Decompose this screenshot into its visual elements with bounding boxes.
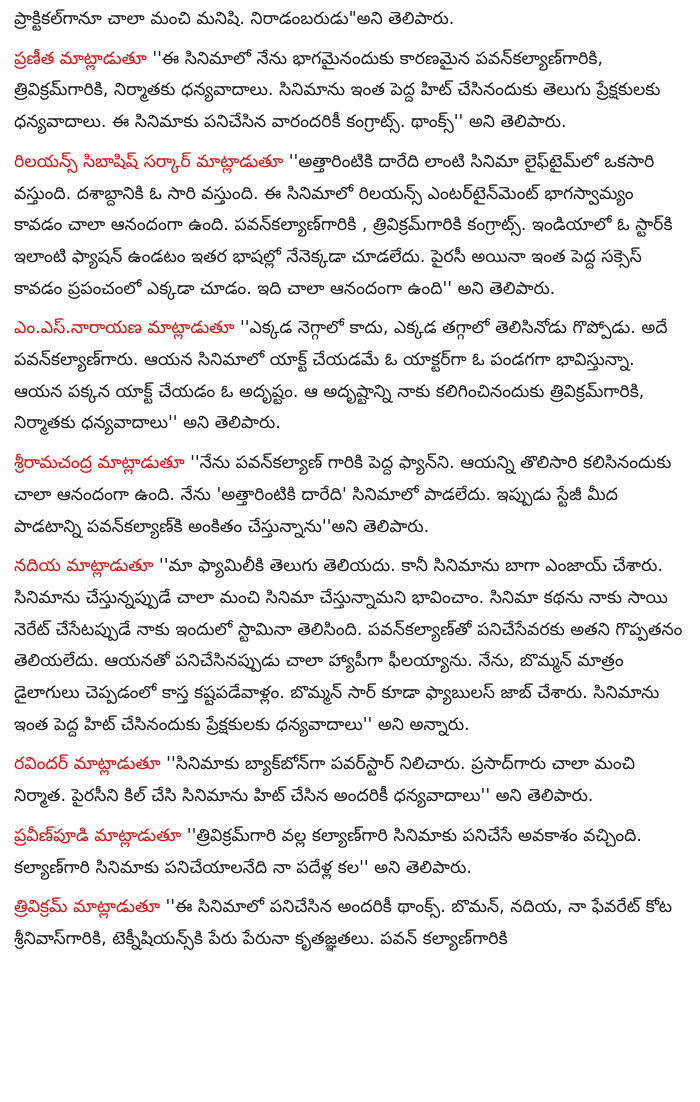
quote-paragraph-ravinder bbox=[14, 749, 686, 812]
quote-text: ''మా ఫ్యామిలీకి తెలుగు తెలియదు. కానీ సినిమాను బాగా ఎంజాయ్ చేశారు. సినిమాను చేస్తున్నప్పుడే చాలా మంచి సినిమా చేస్తున్నామని భావించాం. సినిమా కథను నాకు సాయి నెరేట్ చేసేటప్పుడే నాకు ఇందులో స్టామినా తెలిసింది. పవన్‌కల్యాణ్‌తో పనిచేసేవరకు అతని గొప్పతనం తెలియలేదు. ఆయనతో పనిచేసినప్పుడు చాలా హ్యాపీగా ఫీలయ్యాను. నేను, బొమ్మన్ మాత్రం డైలాగులు చెప్పడంలో కాస్త కష్టపడేవాళ్లం. బొమ్మన్ సార్ కూడా ఫ్యాబులస్ జాబ్ చేశారు. సినిమాను ఇంత పెద్ద హిట్ చేసినందుకు ప్రేక్షకులకు ధన్యవాదాలు'' అని అన్నారు. bbox=[14, 556, 683, 735]
quote-text: ''త్రివిక్రమ్‌గారి వల్ల కల్యాణ్‌గారి సినిమాకు పనిచేసే అవకాశం వచ్చింది. కల్యాణ్‌గారి సినిమాకు పనిచేయాలనేది నా పదేళ్ల కల'' అని తెలిపారు. bbox=[14, 825, 642, 878]
speaker-name: ప్రణీత మాట్లాడుతూ bbox=[14, 48, 147, 69]
quote-paragraph-praveen-pudi bbox=[14, 821, 686, 884]
quote-text: ''ఈ సినిమాలో పనిచేసిన అందరికీ థాంక్స్. బొమన్, నదియ, నా ఫేవరేట్ కోట శ్రీనివాస్‌గారికి, టెక్నీషియన్స్‌కి పేరు పేరునా కృతజ్ఞతలు. పవన్ కల్యాణ్‌గారికి bbox=[14, 897, 673, 949]
quote-text: ''ఎక్కడ నెగ్గాలో కాదు, ఎక్కడ తగ్గాలో తెలిసినోడు గొప్పోడు. అదే పవన్‌కల్యాణ్‌గారు. ఆయన సినిమాలో యాక్ట్ చేయడమే ఓ యాక్టర్‌గా ఓ పండగగా భావిస్తున్నా. ఆయన పక్కన యాక్ట్ చేయడం ఓ అదృష్టం. ఆ అదృష్టాన్ని నాకు కలిగించినందుకు త్రివిక్రమ్‌గారికి, నిర్మాతకు ధన్యవాదాలు'' అని తెలిపారు. bbox=[14, 318, 668, 434]
quote-paragraph-sreerama-chandra bbox=[14, 448, 686, 543]
intro-text: ప్రాక్టికల్‌గానూ చాలా మంచి మనిషి. నిరాడంబరుడు"అని తెలిపారు. bbox=[14, 9, 455, 29]
speaker-name: ఎం.ఎస్.నారాయణ మాట్లాడుతూ bbox=[14, 318, 235, 339]
quote-paragraph-praneetha bbox=[14, 44, 686, 139]
quote-paragraph-reliance bbox=[14, 147, 686, 306]
speaker-name: త్రివిక్రమ్ మాట్లాడుతూ bbox=[14, 897, 160, 918]
quote-text: ''ఈ సినిమాలో నేను భాగమైనందుకు కారణమైన పవన్‌కల్యాణ్‌గారికి, త్రివిక్రమ్‌గారికి, నిర్మాతకు ధన్యవాదాలు. సినిమాను ఇంత పెద్ద హిట్ చేసినందుకు తెలుగు ప్రేక్షకులకు ధన్యవాదాలు. ఈ సినిమాకు పనిచేసిన వారందరికీ కంగ్రాట్స్. థాంక్స్'' అని తెలిపారు. bbox=[14, 48, 661, 133]
speaker-name: రవిందర్ మాట్లాడుతూ bbox=[14, 754, 161, 775]
quote-text: ''నేను పవన్‌కల్యాణ్ గారికి పెద్ద ఫ్యాన్‌ని. ఆయన్ని తొలిసారి కలిసినందుకు చాలా ఆనందంగా ఉంది. నేను 'అత్తారింటికి దారేది' సినిమాలో పాడలేదు. ఇప్పుడు స్టేజీ మీద పాడటాన్ని పవన్‌కల్యాణ్‌కి అంకితం చేస్తున్నాను''అని తెలిపారు. bbox=[14, 453, 672, 537]
speaker-name: శ్రీరామచంద్ర మాట్లాడుతూ bbox=[14, 453, 185, 474]
quote-paragraph-ms-narayana bbox=[14, 313, 686, 440]
intro-paragraph bbox=[14, 4, 686, 36]
speaker-name: నదియ మాట్లాడుతూ bbox=[14, 556, 154, 577]
quote-text: ''అత్తారింటికి దారేది లాంటి సినిమా లైఫ్‌టైమ్‌లో ఒకసారి వస్తుంది. దశాబ్దానికి ఓ సారి వస్తుంది. ఈ సినిమాలో రిలయన్స్ ఎంటర్‌టైన్‌మెంట్ భాగస్వామ్యం కావడం చాలా ఆనందంగా ఉంది. పవన్‌కల్యాణ్‌గారికి , త్రివిక్రమ్‌గారికి కంగ్రాట్స్. ఇండియాలో ఓ స్టార్‌కి ఇలాంటి ఫ్యాషన్ ఉండటం ఇతర భాషల్లో నేనెక్కడా చూడలేదు. పైరసీ అయినా ఇంత పెద్ద సక్సెస్ కావడం ప్రపంచంలో ఎక్కడా చూడం. ఇది చాలా ఆనందంగా ఉంది'' అని తెలిపారు. bbox=[14, 151, 673, 299]
quote-text: ''సినిమాకు బ్యాక్‌బోన్‌గా పవర్‌స్టార్ నిలిచారు. ప్రసాద్‌గారు చాలా మంచి నిర్మాత. పైరసీని కిల్ చేసి సినిమాను హిట్ చేసిన అందరికీ ధన్యవాదాలు'' అని తెలిపారు. bbox=[14, 754, 636, 807]
speaker-name: ప్రవీణ్‌పూడి మాట్లాడుతూ bbox=[14, 825, 182, 846]
quote-paragraph-nadhiya bbox=[14, 551, 686, 741]
quote-paragraph-trivikram bbox=[14, 892, 686, 955]
speaker-name: రిలయన్స్ సిబాషిష్ సర్కార్ మాట్లాడుతూ bbox=[14, 151, 284, 172]
